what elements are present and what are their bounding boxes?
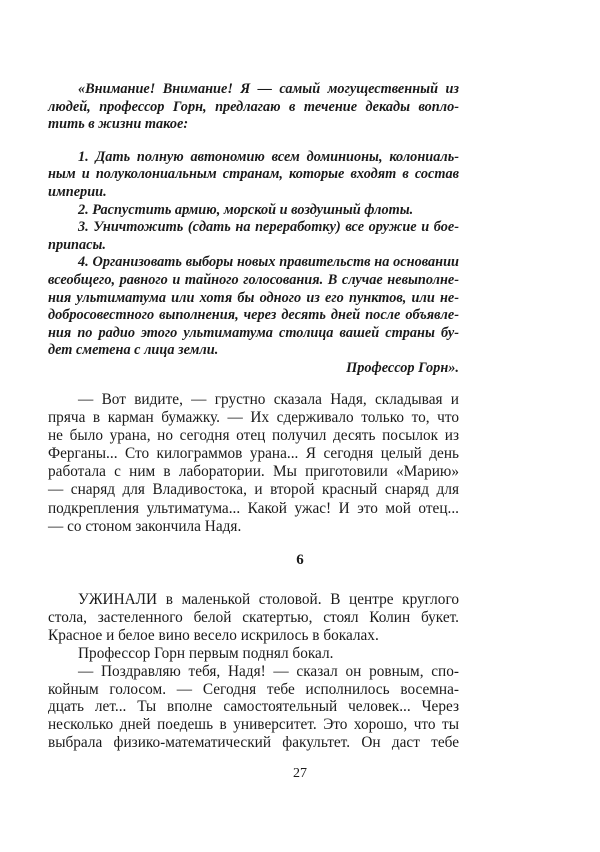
text-line: 1. Дать полную автономию всем доминионы, колониаль- <box>78 148 459 165</box>
text-line: «Внимание! Внимание! Я — самый могущественный из <box>78 81 459 97</box>
signature: Профессор Горн». <box>346 359 459 376</box>
text-line: дцать лет... Ты вполне самостоятельный человек... Через <box>48 698 459 716</box>
text-line: ния ультиматума или хотя бы одного из его пунктов, или не- <box>48 289 459 306</box>
text-line: — Вот видите, — грустно сказала Надя, складывая и <box>78 391 459 408</box>
text-line: Профессор Горн первым поднял бокал. <box>78 644 334 662</box>
text-line: подкрепления ультиматума... Какой ужас! И это мой отец... <box>48 499 459 517</box>
page-number: 27 <box>293 766 307 781</box>
paragraph <box>48 391 459 536</box>
text-line: койным голосом. — Сегодня тебе исполнилось восемна- <box>48 680 459 698</box>
ultimatum-text <box>48 81 459 378</box>
text-line: не было урана, но сегодня отец получил десять посылок из <box>48 427 459 445</box>
text-line: империи. <box>48 183 107 200</box>
text-line: — Поздравляю тебя, Надя! — сказал он ровным, спо- <box>78 662 459 680</box>
text-line: всеобщего, равного и тайного голосования. В случае невыполне- <box>48 271 459 288</box>
text-line: ния по радио этого ультиматума столица вашей страны бу- <box>48 324 459 341</box>
text-line: 2. Распустить армию, морской и воздушный флоты. <box>78 201 414 218</box>
text-line: добросовестного выполнения, через десять дней после объявле- <box>48 307 459 324</box>
text-line: Красное и белое вино весело искрилось в бокалах. <box>48 626 379 644</box>
text-line: стола, застеленного белой скатертью, стоял Колин букет. <box>48 608 459 626</box>
text-line: работала с ним в лаборатории. Мы приготовили «Марию» <box>48 463 459 481</box>
text-line: — снаряд для Владивостока, и второй красный снаряд для <box>48 481 459 499</box>
text-line: припасы. <box>48 236 106 253</box>
text-line: 4. Организовать выборы новых правительств на основании <box>78 254 459 271</box>
text-line: выбрала физико-математический факультет. Он даст тебе <box>48 734 459 752</box>
text-line: УЖИНАЛИ в маленькой столовой. В центре круглого <box>78 591 459 608</box>
paragraph <box>48 591 459 752</box>
text-line: дет сметена с лица земли. <box>48 342 219 359</box>
text-line: — со стоном закончила Надя. <box>48 517 242 535</box>
chapter-number: 6 <box>296 552 304 568</box>
text-line: пряча в карман бумажку. — Их сдерживало только то, что <box>48 409 459 427</box>
text-line: тить в жизни такое: <box>48 116 189 133</box>
text-line: 3. Уничтожить (сдать на переработку) все оружие и бое- <box>78 219 459 236</box>
text-line: Ферганы... Сто килограммов урана... Я сегодня целый день <box>48 445 459 463</box>
text-line: ным и полуколониальным странам, которые входят в состав <box>48 166 459 183</box>
text-line: несколько дней поедешь в университет. Это хорошо, что ты <box>48 716 459 734</box>
text-line: людей, профессор Горн, предлагаю в течение декады вопло- <box>48 98 459 115</box>
